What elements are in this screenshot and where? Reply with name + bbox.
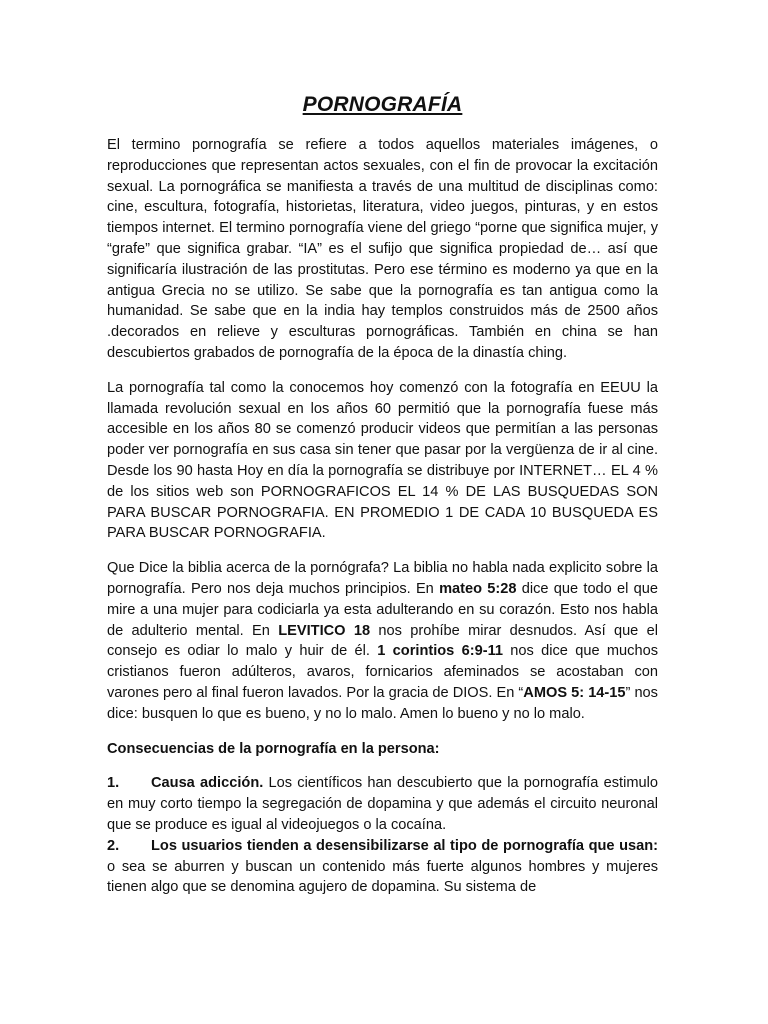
bible-text-5: ” nos dice: busquen lo que es bueno, y no lo malo. Amen lo bueno y no lo malo. <box>107 684 658 722</box>
paragraph-bible <box>107 558 658 724</box>
list-item-text: o sea se aburren y buscan un contenido más fuerte algunos hombres y mujeres tienen algo que se denomina agujero de dopamina. Su sistema de <box>107 858 658 896</box>
bible-text-4: nos dice que muchos cristianos fueron adúlteros, avaros, fornicarios afeminados se acostaban con varones pero al final fueron lavados. Por la gracia de DIOS. En “ <box>107 643 658 701</box>
bible-ref-amos: AMOS 5: 14-15 <box>523 684 626 701</box>
list-item-number: 2. <box>107 837 120 854</box>
paragraph-definition: El termino pornografía se refiere a todos aquellos materiales imágenes, o reproducciones que representan actos sexuales, con el fin de provocar la excitación sexual. La pornográfica se manifiesta a través de una multitud de disciplinas como: cine, escultura, fotografía, historietas, literatura, video juegos, pinturas, y en estos tiempos internet. El termino pornografía viene del griego “porne que significa mujer, y “grafe” que significa grabar. “IA” es el sufijo que significa propiedad de… así que significaría ilustración de las prostitutas. Pero ese término es moderno ya que en la antigua Grecia no se utilizo. Se sabe que la pornografía es tan antigua como la humanidad. Se sabe que en la india hay templos construidos más de 2500 años .decorados en relieve y esculturas pornográficas. También en china se han descubiertos grabados de pornografía de la época de la dinastía ching. <box>107 137 658 361</box>
list-item <box>107 773 658 835</box>
bible-text-1: Que Dice la biblia acerca de la pornógrafa? La biblia no habla nada explicito sobre la pornografía. Pero nos deja muchos principios. En <box>107 560 658 597</box>
document-page <box>107 92 658 898</box>
paragraph-history: La pornografía tal como la conocemos hoy comenzó con la fotografía en EEUU la llamada revolución sexual en los años 60 permitió que la pornografía fuese más accesible en los años 80 se comenzó producir videos que permitían a las personas poder ver pornografía en sus casa sin tener que pasar por la vergüenza de ir al cine. Desde los 90 hasta Hoy en día la pornografía se distribuye por INTERNET… EL 4 % de los sitios web son PORNOGRAFICOS EL 14 % DE LAS BUSQUEDAS SON PARA BUSCAR PORNOGRAFIA. EN PROMEDIO 1 DE CADA 10 BUSQUEDA ES PARA BUSCAR PORNOGRAFIA. <box>107 379 658 542</box>
list-item <box>107 836 658 898</box>
list-item-text: Los científicos han descubierto que la pornografía estimulo en muy corto tiempo la segregación de dopamina y que además el circuito neuronal que se produce es igual al videojuegos o la cocaína. <box>107 775 658 833</box>
list-item-title: Causa adicción. <box>151 775 264 792</box>
bible-text-3: nos prohíbe mirar desnudos. Así que el consejo es odiar lo malo y huir de él. <box>107 622 658 660</box>
page-title: PORNOGRAFÍA <box>302 93 463 116</box>
section-heading: Consecuencias de la pornografía en la persona: <box>107 740 440 757</box>
bible-ref-mateo: mateo 5:28 <box>439 580 517 597</box>
bible-ref-corintios: 1 corintios 6:9-11 <box>377 643 503 660</box>
list-item-title: Los usuarios tienden a desensibilizarse al tipo de pornografía que usan: <box>151 837 658 854</box>
bible-text-2: dice que todo el que mire a una mujer para codiciarla ya esta adulterando en su corazón. Esto nos habla de adulterio mental. En <box>107 580 659 639</box>
list-item-number: 1. <box>107 775 120 792</box>
bible-ref-levitico: LEVITICO 18 <box>278 622 371 639</box>
